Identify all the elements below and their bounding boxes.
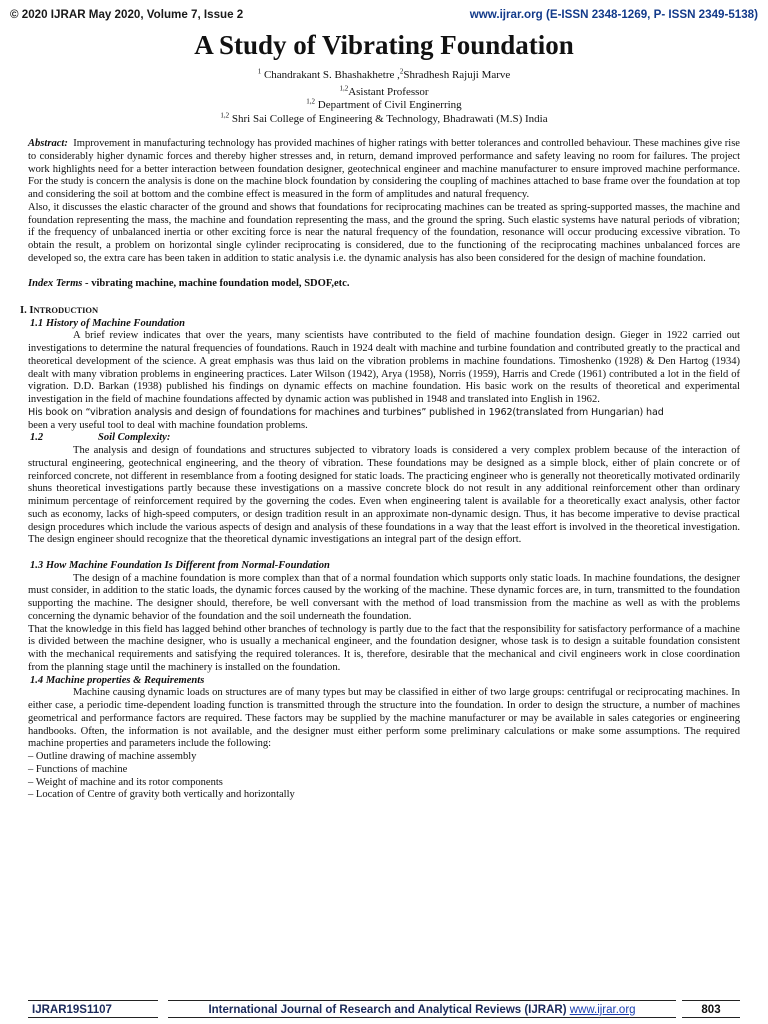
author-1: Chandrakant S. Bhashakhetre , xyxy=(261,69,400,81)
index-terms-text: - vibrating machine, machine foundation model, SDOF,etc. xyxy=(82,278,350,290)
page-number: 803 xyxy=(682,1000,740,1018)
difference-paragraph-2: That the knowledge in this field has lagged behind other branches of technology is partly due to the fact that the responsibility for satisfactory performance of a machine is divided between the machine designer, who is usually a mechanical engineer, and the foundation designer, whose task is to design a suitable foundation consistent with the mechanical requirements and satisfying the required tolerances. It is, therefore, desirable that the mechanical and civil engineers work in close coordination from the planning stage until the machinery is installed on the foundation. xyxy=(28,623,740,673)
author-department xyxy=(0,98,768,112)
header-issn: (E-ISSN 2348-1269, P- ISSN 2349-5138) xyxy=(545,8,758,21)
author-block xyxy=(0,68,768,125)
running-header xyxy=(10,8,758,24)
difference-paragraph-1: The design of a machine foundation is more complex than that of a normal foundation which supports only static loads. In machine foundations, the designer must consider, in addition to the static loads, the dynamic forces caused by the working of the machine. These dynamic forces are, in turn, transmitted to the foundation supporting the machine. The designer should, therefore, be well conversant with the method of load transmission from the machine as well as with the problems concerning the dynamic behavior of the foundation and the soil underneath the foundation. xyxy=(28,572,740,622)
index-terms-label: Index Terms xyxy=(28,278,83,290)
footer-site-link[interactable]: www.ijrar.org xyxy=(569,1004,636,1016)
subsection-title: Soil Complexity: xyxy=(98,432,171,444)
list-item: – Location of Centre of gravity both vertically and horizontally xyxy=(28,789,295,801)
author-2: Shradhesh Rajuji Marve xyxy=(403,69,511,81)
history-book-line: His book on “vibration analysis and design of foundations for machines and turbines” published in 1962(translated from Hungarian) had xyxy=(28,406,664,418)
header-site-link[interactable]: www.ijrar.org xyxy=(469,8,543,21)
history-paragraph-end: been a very useful tool to deal with machine foundation problems. xyxy=(28,419,308,431)
author-names xyxy=(0,68,768,82)
subsection-heading-1-2 xyxy=(30,432,740,445)
paper-body xyxy=(20,138,740,802)
subsection-heading-1-4: 1.4 Machine properties & Requirements xyxy=(30,674,205,686)
list-item: – Outline drawing of machine assembly xyxy=(28,751,197,762)
subsection-heading-1-3: 1.3 How Machine Foundation Is Different from Normal-Foundation xyxy=(30,559,330,571)
inst-text: Shri Sai College of Engineering & Technology, Bhadrawati (M.S) India xyxy=(229,112,548,125)
list-item: – Functions of machine xyxy=(28,763,128,775)
index-terms xyxy=(28,278,740,291)
list-item: – Weight of machine and its rotor components xyxy=(28,776,223,788)
page-footer xyxy=(28,1000,740,1018)
role-sup: 1,2 xyxy=(339,83,349,92)
role-text: Asistant Professor xyxy=(348,85,429,98)
abstract-label: Abstract: xyxy=(28,138,68,149)
journal-title: International Journal of Research and Analytical Reviews (IJRAR) xyxy=(208,1004,570,1016)
dept-text: Department of Civil Enginerring xyxy=(315,99,462,111)
section-number: I. I xyxy=(20,304,34,316)
paper-title: A Study of Vibrating Foundation xyxy=(194,30,574,60)
author-2-sup: 2 xyxy=(399,67,404,76)
soil-complexity-paragraph: The analysis and design of foundations and structures subjected to vibratory loads is considered a very complex problem because of the interaction of structural engineering, geotechnical engineering, and the theory of vibration. These foundations may be designed as a simple block, either of plain concrete or of reinforced concrete, not different in resemblance from a footing designed for static loads. The practicing engineer who is generally not theoretically motivated ordinarily shuns theoretical investigations partly because these investigations on a massive concrete block do not result in any additional reinforcement other than ordinary minimum percentage of reinforcement required by the governing the codes. Even when engineering talent is available for a theoretically exact analysis, other factor such as economy, lacks of high-speed computers, or design tradition result in an approximate non-dynamic design. Thus, it has become imperative to devise practical design procedures which include the various aspects of design and analysis of these foundations in a way that the least effort is involved in the theoretical investigation. The design engineer should recognize that the theoretical dynamic investigations an integral part of the design effort. xyxy=(28,445,740,546)
machine-properties-paragraph: Machine causing dynamic loads on structures are of many types but may be classified in either of two large groups: centrifugal or reciprocating machines. In either case, a periodic time-dependent loading function is transmitted through the structure into the foundation. In order to design the structure, a number of machines geometrical and performance factors are required. These factors may be supplied by the machine manufacturer or may be available in sales categories or engineering handbooks. Often, the information is not available, and the designer must either perform some preliminary calculations or make some assumptions. The required machine properties and parameters include the following: xyxy=(28,687,740,750)
author-1-sup: 1 xyxy=(257,67,262,76)
author-role xyxy=(0,85,768,99)
author-institution xyxy=(0,112,768,126)
history-paragraph: A brief review indicates that over the years, many scientists have contributed to the field of machine foundation design. Gieger in 1922 carried out investigations to determine the natural frequencies of foundations. Rauch in 1924 dealt with machine and turbine foundation and contributed greatly to the practical and theoretical development of the science. A great emphasis was thus laid on the vibration problems in machine foundations. Timoshenko (1928) & Den Hartog (1934) dealt with many vibration problems in engineering practices. Later Wilson (1942), Arya (1958), Norris (1959), Harris and Crede (1961) contributed a lot in the field of vigration. D.D. Barkan (1938) published his findings on dynamic effects on machine foundation. His basic work on the results of theoretical and experimental investigation in the field of machine foundations affected by dynamic action was published in 1948 and translated into English in 1962. xyxy=(28,330,740,405)
paper-code: IJRAR19S1107 xyxy=(28,1000,158,1018)
dept-sup: 1,2 xyxy=(306,97,316,106)
subsection-heading-1-1: 1.1 History of Machine Foundation xyxy=(30,317,186,329)
journal-name xyxy=(168,1000,676,1018)
subsection-number: 1.2 xyxy=(30,432,44,444)
abstract-paragraph xyxy=(28,138,740,202)
abstract-paragraph-2: Also, it discusses the elastic character of the ground and shows that foundations for reciprocating machines can be treated as spring-supported masses, the machine and foundation representing the mass, the machine and foundation representing the mass, and the ground the spring. Such elastic systems have natural periods of vibration; if the frequency of unbalanced inertia or other exciting force is near the natural frequency of the foundation, resonance will occur producing excessive vibration. To obtain the result, a problem on horizontal single cylinder reciprocating is considered, due to the functioning of the reciprocating machines unbalanced forces are developed so, the extra care has been taken in addition to static analysis i.e. the dynamic analysis has also been considered for the design of machine foundation. xyxy=(28,201,740,264)
inst-sup: 1,2 xyxy=(220,110,230,119)
abstract-text-1: Improvement in manufacturing technology has provided machines of higher ratings with better tolerances and controlled behaviour. These machines give rise to considerably higher dynamic forces and thereby higher stresses and, in return, demand improved performance and safety leaving no room for failures. The project work highlights need for a better interaction between foundation designer, geotechnical engineer and machine manufacturer to ensure improved machine performance. For the study is concern the analysis is done on the machine block foundation by considering the coupling of machines attached to base frame over the foundation at top and considering the soil at bottom and the combine effect is measured in the form of amplitudes and natural frequency. xyxy=(28,138,740,200)
section-title: NTRODUCTION xyxy=(33,304,99,315)
issue-info: © 2020 IJRAR May 2020, Volume 7, Issue 2 xyxy=(10,8,244,21)
journal-site-issn xyxy=(470,8,758,21)
section-heading-introduction xyxy=(20,304,740,318)
